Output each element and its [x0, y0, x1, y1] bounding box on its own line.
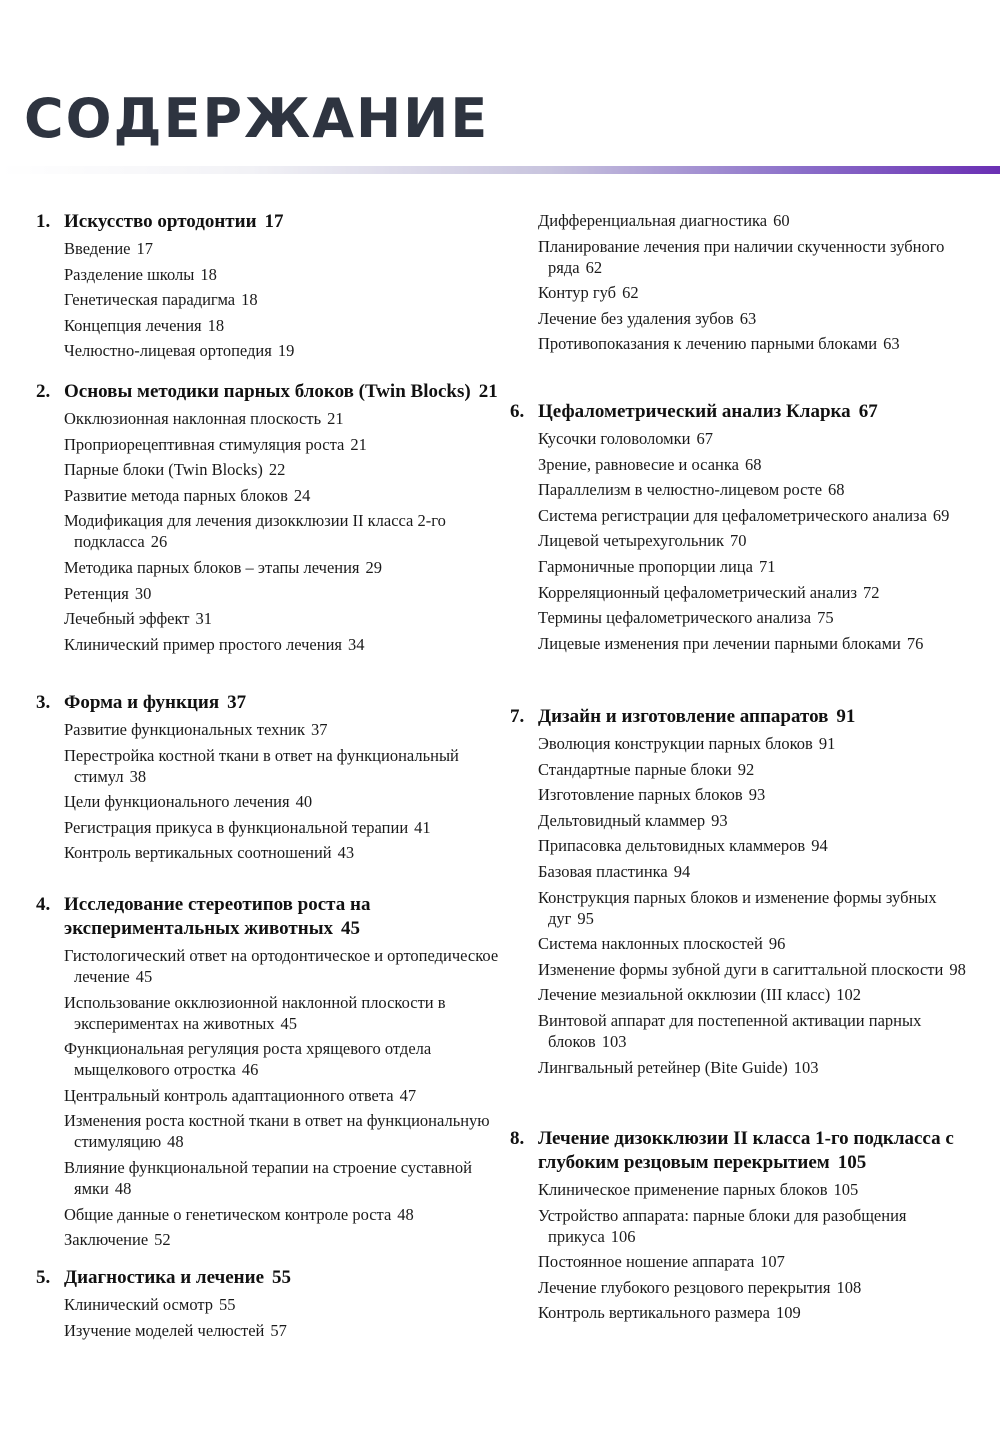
toc-entry-page: 18	[207, 315, 225, 335]
toc-entry[interactable]	[538, 479, 980, 500]
toc-entry-text: Изучение моделей челюстей	[64, 1320, 265, 1340]
toc-entry[interactable]	[64, 745, 506, 787]
toc-entry[interactable]	[538, 428, 980, 449]
toc-entry[interactable]	[538, 933, 980, 954]
toc-entry[interactable]	[64, 1038, 506, 1080]
toc-entry-list	[64, 238, 506, 361]
toc-entry-text: Ретенция	[64, 583, 129, 603]
toc-chapter	[36, 893, 506, 1255]
page-title: СОДЕРЖАНИЕ	[24, 87, 490, 150]
toc-entry-text: Планирование лечения при наличии скученности зубного ряда	[538, 236, 945, 277]
toc-entry-text: Заключение	[64, 1230, 149, 1250]
chapter-title	[538, 400, 980, 424]
toc-entry-text: Противопоказания к лечению парными блоками	[538, 334, 878, 354]
toc-entry-page: 108	[836, 1277, 862, 1297]
toc-entry-text: Конструкция парных блоков и изменение формы зубных дуг	[538, 887, 937, 928]
toc-entry-page: 37	[311, 720, 328, 739]
toc-entry[interactable]	[538, 454, 980, 475]
toc-entry[interactable]	[64, 264, 506, 285]
chapter-page-number: 21	[478, 381, 498, 402]
toc-entry[interactable]	[64, 238, 506, 259]
toc-entry-text: Стандартные парные блоки	[538, 759, 732, 779]
toc-entry-page: 102	[836, 985, 862, 1005]
toc-entry-page: 43	[337, 843, 355, 863]
toc-entry-text: Клиническое применение парных блоков	[538, 1180, 828, 1199]
toc-entry-text: Генетическая парадигма	[64, 290, 236, 310]
chapter-number: 5.	[36, 1267, 51, 1288]
toc-entry-page: 45	[280, 1013, 298, 1033]
toc-entry-page: 17	[136, 239, 154, 258]
toc-entry-text: Цели функционального лечения	[64, 792, 290, 812]
toc-entry[interactable]	[64, 945, 506, 987]
chapter-title-text: Исследование стереотипов роста на экспериментальных животных	[64, 894, 371, 939]
toc-entry[interactable]	[538, 810, 980, 831]
toc-chapter	[510, 1127, 980, 1328]
toc-entry-page: 57	[270, 1320, 287, 1340]
toc-entry[interactable]	[538, 282, 980, 303]
toc-entry[interactable]	[64, 1204, 506, 1225]
toc-entry-page: 18	[200, 264, 217, 284]
toc-entry-list	[538, 428, 980, 654]
toc-entry-page: 107	[760, 1252, 785, 1272]
toc-entry-page: 72	[863, 582, 880, 602]
toc-entry-text: Окклюзионная наклонная плоскость	[64, 409, 322, 428]
toc-entry[interactable]	[538, 505, 980, 526]
toc-entry-page: 31	[195, 609, 212, 629]
chapter-number: 1.	[36, 211, 51, 232]
toc-entry-text: Дифференциальная диагностика	[538, 211, 768, 230]
toc-entry-text: Парные блоки (Twin Blocks)	[64, 460, 263, 480]
toc-entry[interactable]	[64, 557, 506, 578]
toc-chapter	[36, 380, 506, 659]
chapter-page-number: 91	[836, 706, 856, 727]
toc-entry[interactable]	[538, 582, 980, 603]
toc-entry[interactable]	[538, 607, 980, 628]
toc-entry-page: 29	[365, 557, 383, 577]
toc-entry-text: Лечебный эффект	[64, 609, 190, 629]
chapter-title	[64, 691, 506, 715]
toc-entry-page: 63	[883, 334, 900, 354]
toc-entry[interactable]	[64, 1085, 506, 1106]
toc-entry[interactable]	[538, 784, 980, 805]
chapter-number: 6.	[510, 401, 525, 422]
toc-entry-text: Влияние функциональной терапии на строение суставной ямки	[64, 1157, 472, 1198]
toc-entry-page: 71	[758, 556, 776, 576]
toc-entry[interactable]	[64, 1294, 506, 1315]
toc-entry[interactable]	[538, 530, 980, 551]
toc-entry-text: Кусочки головоломки	[538, 429, 691, 448]
toc-entry[interactable]	[64, 510, 506, 552]
toc-entry-text: Параллелизм в челюстно-лицевом росте	[538, 480, 823, 500]
chapter-title-text: Основы методики парных блоков (Twin Blocks)	[64, 381, 471, 402]
toc-entry[interactable]	[64, 719, 506, 740]
toc-entry-page: 46	[241, 1060, 259, 1080]
toc-entry-page: 94	[811, 836, 828, 856]
toc-entry-page: 93	[711, 810, 728, 830]
toc-entry[interactable]	[538, 1179, 980, 1200]
chapter-title-text: Искусство ортодонтии	[64, 211, 257, 232]
toc-entry[interactable]	[538, 1205, 980, 1247]
toc-entry-page: 21	[327, 409, 344, 428]
toc-entry-text: Контур губ	[538, 283, 617, 303]
chapter-title	[538, 705, 980, 729]
toc-entry-text: Концепция лечения	[64, 315, 202, 335]
toc-entry-page: 106	[610, 1226, 636, 1246]
toc-entry-text: Гармоничные пропорции лица	[538, 556, 753, 576]
toc-entry[interactable]	[538, 556, 980, 577]
chapter-page-number: 105	[837, 1152, 867, 1173]
toc-entry-list	[64, 408, 506, 655]
toc-entry-text: Развитие функциональных техник	[64, 720, 306, 739]
toc-entry-page: 55	[219, 1295, 236, 1314]
toc-entry[interactable]	[64, 1157, 506, 1199]
toc-entry-page: 30	[134, 583, 152, 603]
toc-entry-page: 103	[793, 1057, 819, 1077]
toc-entry-text: Изменения роста костной ткани в ответ на функциональную стимуляцию	[64, 1111, 490, 1152]
toc-entry-list	[538, 733, 980, 1078]
toc-entry-text: Дельтовидный кламмер	[538, 810, 706, 830]
toc-entry-page: 96	[768, 934, 786, 954]
toc-entry[interactable]	[64, 1320, 506, 1341]
toc-entry[interactable]	[538, 861, 980, 882]
toc-entry-text: Винтовой аппарат для постепенной активации парных блоков	[538, 1010, 922, 1051]
toc-entry-page: 69	[932, 505, 950, 525]
toc-entry-page: 38	[129, 766, 147, 786]
toc-entry-list	[64, 1294, 506, 1341]
chapter-page-number: 17	[264, 211, 284, 232]
toc-entry-list	[538, 210, 980, 354]
chapter-heading[interactable]	[36, 210, 506, 234]
toc-entry-page: 47	[399, 1085, 417, 1105]
toc-entry[interactable]	[64, 1110, 506, 1152]
toc-entry-text: Система регистрации для цефалометрического анализа	[538, 505, 927, 525]
toc-entry-page: 76	[906, 633, 924, 653]
chapter-heading[interactable]	[36, 893, 506, 941]
toc-entry-text: Устройство аппарата: парные блоки для разобщения прикуса	[538, 1205, 907, 1246]
toc-entry[interactable]	[64, 608, 506, 629]
toc-entry-text: Зрение, равновесие и осанка	[538, 454, 739, 474]
chapter-title-text: Цефалометрический анализ Кларка	[538, 401, 851, 422]
chapter-title	[64, 210, 506, 234]
toc-entry-page: 103	[601, 1031, 627, 1051]
toc-entry-page: 93	[748, 785, 766, 805]
toc-entry[interactable]	[64, 791, 506, 812]
title-gradient-bar	[0, 166, 1000, 174]
toc-entry-page: 34	[348, 634, 365, 654]
toc-entry-text: Лечение глубокого резцового перекрытия	[538, 1277, 831, 1297]
toc-entry-page: 95	[577, 908, 594, 928]
toc-entry[interactable]	[64, 842, 506, 863]
toc-entry-text: Гистологический ответ на ортодонтическое и ортопедическое лечение	[64, 946, 499, 986]
toc-chapter	[510, 210, 980, 359]
toc-entry[interactable]	[538, 959, 980, 980]
chapter-page-number: 55	[272, 1267, 292, 1288]
toc-entry-page: 19	[277, 341, 295, 361]
chapter-page-number: 37	[227, 692, 247, 713]
chapter-title	[64, 1266, 506, 1290]
toc-entry-page: 75	[817, 608, 834, 628]
toc-entry[interactable]	[538, 633, 980, 654]
toc-entry[interactable]	[64, 289, 506, 310]
chapter-title-text: Лечение дизокклюзии II класса 1-го подкласса с глубоким резцовым перекрытием	[538, 1128, 954, 1173]
chapter-title-text: Диагностика и лечение	[64, 1267, 265, 1288]
toc-entry[interactable]	[538, 887, 980, 929]
toc-entry[interactable]	[64, 1229, 506, 1250]
chapter-title	[64, 893, 506, 941]
toc-entry-page: 48	[114, 1178, 132, 1198]
toc-entry[interactable]	[64, 485, 506, 506]
toc-entry-text: Регистрация прикуса в функциональной терапии	[64, 817, 409, 837]
toc-entry-page: 63	[739, 308, 757, 328]
toc-entry-page: 22	[268, 460, 286, 480]
toc-entry-text: Система наклонных плоскостей	[538, 934, 763, 954]
toc-entry-page: 48	[167, 1132, 184, 1152]
toc-entry-text: Проприорецептивная стимуляция роста	[64, 434, 345, 454]
toc-chapter	[36, 1266, 506, 1345]
toc-entry-page: 26	[150, 532, 168, 552]
toc-entry[interactable]	[64, 315, 506, 336]
toc-entry-text: Лечение мезиальной окклюзии (III класс)	[538, 985, 831, 1005]
toc-entry-text: Изготовление парных блоков	[538, 785, 743, 805]
toc-entry[interactable]	[538, 759, 980, 780]
toc-entry-text: Лингвальный ретейнер (Bite Guide)	[538, 1057, 788, 1077]
toc-entry[interactable]	[538, 236, 980, 278]
toc-entry-text: Корреляционный цефалометрический анализ	[538, 582, 857, 602]
toc-entry-page: 41	[414, 817, 431, 837]
chapter-title-text: Форма и функция	[64, 692, 220, 713]
toc-entry-text: Лицевые изменения при лечении парными блоками	[538, 633, 901, 653]
toc-entry[interactable]	[64, 434, 506, 455]
toc-entry[interactable]	[64, 992, 506, 1034]
toc-entry-text: Центральный контроль адаптационного ответа	[64, 1085, 394, 1105]
toc-entry-page: 45	[135, 967, 153, 986]
toc-entry-page: 109	[775, 1303, 801, 1323]
toc-entry-text: Общие данные о генетическом контроле роста	[64, 1204, 392, 1224]
toc-entry-page: 24	[293, 485, 311, 505]
toc-entry-page: 60	[773, 211, 790, 230]
toc-entry-text: Контроль вертикального размера	[538, 1303, 770, 1323]
toc-entry[interactable]	[538, 1057, 980, 1078]
toc-entry-text: Эволюция конструкции парных блоков	[538, 734, 813, 753]
toc-entry-text: Контроль вертикальных соотношений	[64, 843, 332, 863]
toc-entry-page: 21	[350, 434, 367, 454]
toc-entry-list	[538, 1179, 980, 1323]
toc-entry[interactable]	[538, 1010, 980, 1052]
toc-entry-text: Методика парных блоков – этапы лечения	[64, 557, 360, 577]
toc-entry-page: 67	[696, 429, 713, 448]
toc-entry[interactable]	[64, 340, 506, 361]
toc-entry-text: Изменение формы зубной дуги в сагиттальной плоскости	[538, 959, 944, 979]
toc-entry-text: Базовая пластинка	[538, 861, 668, 881]
toc-entry-text: Клинический пример простого лечения	[64, 634, 342, 654]
toc-entry-page: 62	[622, 283, 639, 303]
chapter-number: 3.	[36, 692, 51, 713]
toc-entry-text: Челюстно-лицевая ортопедия	[64, 341, 272, 361]
toc-chapter	[510, 400, 980, 658]
toc-entry-page: 94	[673, 861, 691, 881]
toc-entry-text: Постоянное ношение аппарата	[538, 1252, 755, 1272]
toc-entry-page: 70	[730, 531, 747, 551]
chapter-title	[538, 1127, 980, 1175]
chapter-number: 7.	[510, 706, 525, 727]
toc-entry-page: 62	[585, 257, 603, 277]
toc-entry-page: 91	[818, 734, 836, 753]
toc-entry-list	[64, 945, 506, 1250]
chapter-page-number: 67	[858, 401, 878, 422]
toc-entry[interactable]	[538, 733, 980, 754]
chapter-number: 4.	[36, 894, 51, 915]
toc-entry[interactable]	[64, 408, 506, 429]
toc-entry[interactable]	[538, 1251, 980, 1272]
toc-entry[interactable]	[538, 210, 980, 231]
toc-entry-page: 68	[828, 480, 845, 500]
chapter-heading[interactable]	[36, 1266, 506, 1290]
toc-entry[interactable]	[538, 984, 980, 1005]
toc-entry-text: Развитие метода парных блоков	[64, 485, 288, 505]
chapter-number: 8.	[510, 1128, 525, 1149]
chapter-title	[64, 380, 506, 404]
toc-entry-text: Лечение без удаления зубов	[538, 308, 734, 328]
toc-entry[interactable]	[538, 1302, 980, 1323]
toc-entry-page: 98	[949, 959, 966, 979]
toc-entry-page: 52	[154, 1230, 171, 1250]
toc-entry-text: Клинический осмотр	[64, 1295, 214, 1314]
toc-entry[interactable]	[538, 308, 980, 329]
chapter-title-text: Дизайн и изготовление аппаратов	[538, 706, 829, 727]
chapter-heading[interactable]	[510, 400, 980, 424]
toc-entry-text: Функциональная регуляция роста хрящевого отдела мыщелкового отростка	[64, 1039, 432, 1080]
toc-entry-text: Лицевой четырехугольник	[538, 531, 725, 551]
toc-chapter	[510, 705, 980, 1082]
chapter-heading[interactable]	[510, 705, 980, 729]
toc-entry[interactable]	[64, 459, 506, 480]
toc-entry-text: Припасовка дельтовидных кламмеров	[538, 836, 806, 856]
toc-entry-text: Термины цефалометрического анализа	[538, 608, 812, 628]
toc-chapter	[36, 210, 506, 366]
toc-entry-page: 105	[833, 1180, 859, 1199]
toc-entry-text: Перестройка костной ткани в ответ на функциональный стимул	[64, 745, 459, 786]
toc-entry-text: Разделение школы	[64, 264, 195, 284]
toc-entry-page: 68	[744, 454, 762, 474]
toc-entry[interactable]	[64, 634, 506, 655]
toc-entry-page: 48	[397, 1204, 414, 1224]
chapter-page-number: 45	[341, 918, 361, 939]
toc-entry[interactable]	[64, 817, 506, 838]
toc-chapter	[36, 691, 506, 868]
toc-entry-text: Введение	[64, 239, 131, 258]
toc-entry-page: 18	[241, 290, 258, 310]
toc-entry[interactable]	[64, 583, 506, 604]
toc-entry-page: 92	[737, 759, 755, 779]
toc-entry[interactable]	[538, 835, 980, 856]
toc-entry[interactable]	[538, 333, 980, 354]
toc-entry[interactable]	[538, 1277, 980, 1298]
chapter-heading[interactable]	[36, 691, 506, 715]
toc-entry-page: 40	[295, 792, 313, 812]
toc-entry-text: Модификация для лечения дизокклюзии II класса 2-го подкласса	[64, 511, 446, 552]
chapter-number: 2.	[36, 381, 51, 402]
chapter-heading[interactable]	[36, 380, 506, 404]
toc-entry-list	[64, 719, 506, 863]
chapter-heading[interactable]	[510, 1127, 980, 1175]
toc-entry-text: Использование окклюзионной наклонной плоскости в экспериментах на животных	[64, 992, 446, 1033]
